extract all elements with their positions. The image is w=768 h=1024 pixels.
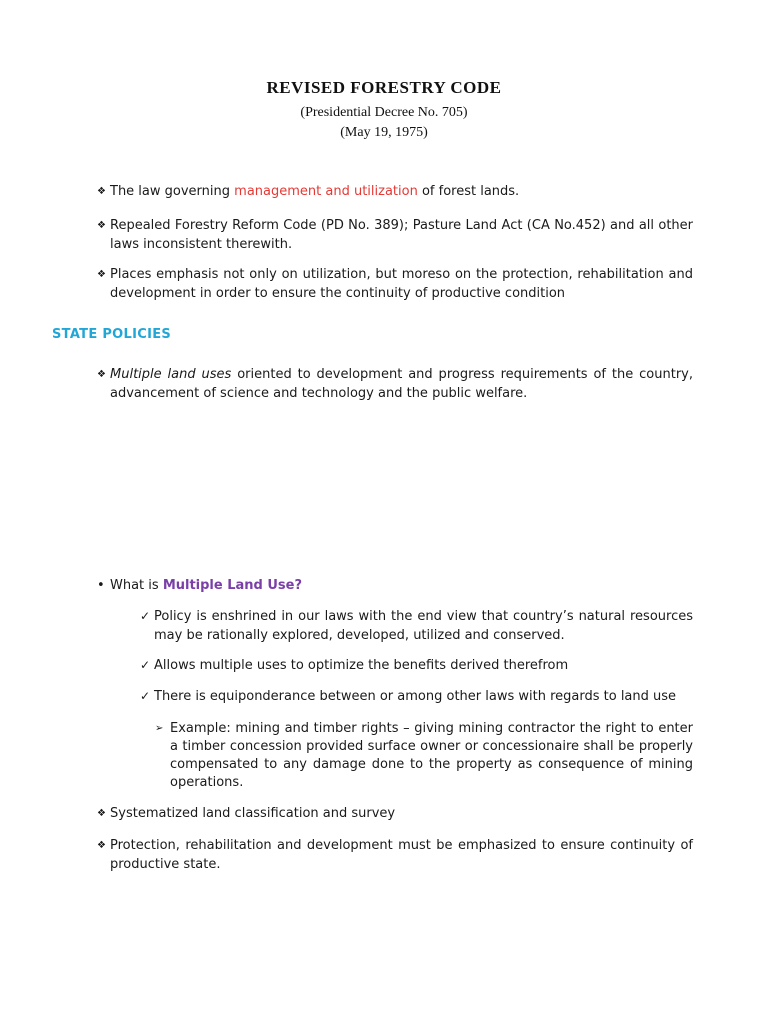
check-item xyxy=(140,607,693,645)
policy-text: oriented to development and progress requirements of the country, advancement of science and technology and the public welfare. xyxy=(110,367,693,401)
dot-bullet-icon: • xyxy=(97,578,105,593)
closing-text: Protection, rehabilitation and development must be emphasized to ensure continuity of productive state. xyxy=(110,838,693,872)
document-title: REVISED FORESTRY CODE xyxy=(266,78,502,97)
question-highlight: Multiple Land Use? xyxy=(162,578,303,593)
check-text: There is equiponderance between or among other laws with regards to land use xyxy=(154,689,677,704)
intro-highlight: management and utilization xyxy=(234,184,418,199)
diamond-bullet-icon: ❖ xyxy=(97,220,106,231)
diamond-bullet-icon: ❖ xyxy=(97,840,106,851)
intro-item xyxy=(97,182,693,201)
arrow-bullet-icon: ➢ xyxy=(155,723,164,734)
diamond-bullet-icon: ❖ xyxy=(97,369,106,380)
check-item xyxy=(140,656,693,675)
example-text: Example: mining and timber rights – giving mining contractor the right to enter a timber concession provided surface owner or concessionaire shall be properly compensated to any damage done to the property as consequence of mining operations. xyxy=(170,721,693,790)
policy-item xyxy=(97,365,693,403)
decree-date: (May 19, 1975) xyxy=(340,125,428,140)
intro-text: Places emphasis not only on utilization, but moreso on the protection, rehabilitation and development in order to ensure the continuity of productive condition xyxy=(110,267,693,301)
diamond-bullet-icon: ❖ xyxy=(97,269,106,280)
checkmark-icon: ✓ xyxy=(140,689,151,703)
intro-text: The law governing xyxy=(110,184,235,199)
closing-item xyxy=(97,804,693,823)
intro-item xyxy=(97,265,693,303)
diamond-bullet-icon: ❖ xyxy=(97,186,106,197)
intro-text: of forest lands. xyxy=(417,184,520,199)
question-prefix: What is xyxy=(110,578,163,593)
decree-number: (Presidential Decree No. 705) xyxy=(300,105,468,120)
check-item xyxy=(140,687,693,706)
intro-text: Repealed Forestry Reform Code (PD No. 389); Pasture Land Act (CA No.452) and all other laws inconsistent therewith. xyxy=(110,218,693,252)
question-item xyxy=(97,576,693,595)
checkmark-icon: ✓ xyxy=(140,658,151,672)
example-item xyxy=(155,720,693,792)
policy-emphasis: Multiple land uses xyxy=(110,367,232,382)
check-text: Policy is enshrined in our laws with the end view that country’s natural resources may be rationally explored, developed, utilized and conserved. xyxy=(154,609,693,643)
section-heading: STATE POLICIES xyxy=(52,327,172,342)
diamond-bullet-icon: ❖ xyxy=(97,808,106,819)
check-text: Allows multiple uses to optimize the benefits derived therefrom xyxy=(154,658,569,673)
intro-item xyxy=(97,216,693,254)
closing-text: Systematized land classification and survey xyxy=(110,806,396,821)
closing-item xyxy=(97,836,693,874)
checkmark-icon: ✓ xyxy=(140,609,151,623)
